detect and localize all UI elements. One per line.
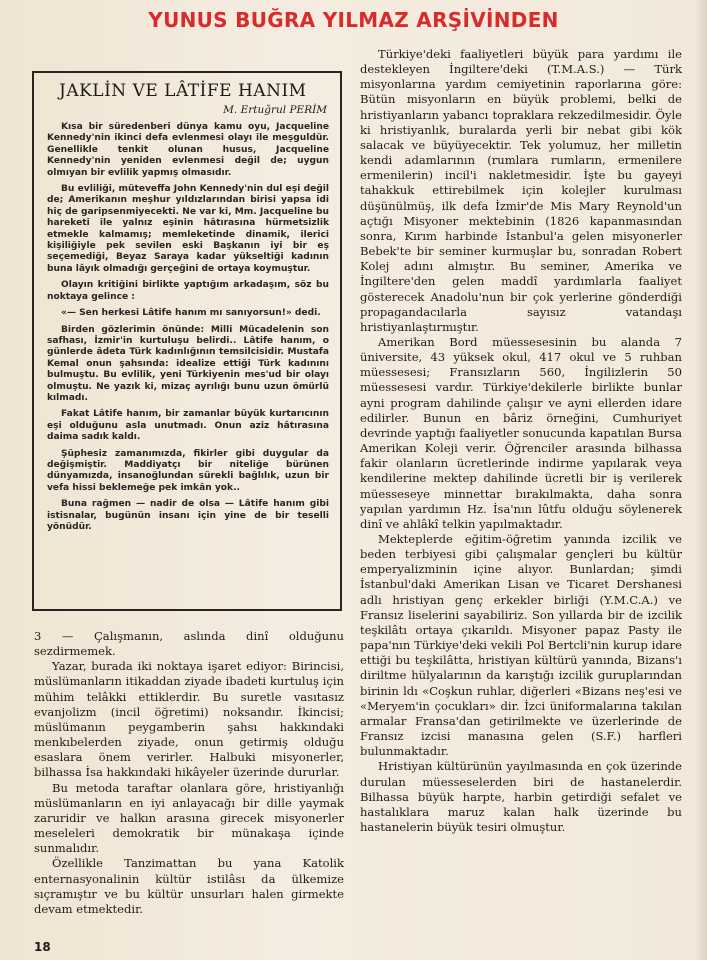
right-paragraph: Türkiye'deki faaliyetleri büyük para yardımı ile destekleyen İngiltere'deki (T.M.A.S.) — Türk misyonlarına yardım cemiyetinin raporlarına göre: Bütün misyonların en büyük problemi, belki de hristiyanların yabancı topraklara rekzedilmesidir. Öyle ki hristiyanlık, buralarda yerli bir nebat gibi kök salacak ve büyüyecektir. Tek yolumuz, her milletin kendi adamlarının (rumlara rumların, ermenilere ermenilerin) incil'i nakletmesidir. İşte bu gayeyi tahakkuk ettirebilmek için kolejler kurulması düşünülmüş, ilk defa İzmir'de Mis Mary Reynold'un açtığı Misyoner mektebinin (1826 kapanmasından sonra, Kırım harbinde İstanbul'a gelen misyonerler Bebek'te bir seminer kurmuşlar bu, sonradan Robert Kolej adını almıştır. Bu seminer, Amerika ve İngiltere'den gelen maddî yardımlarla faaliyet gösterecek Anadolu'nun bir çok yerlerine gönderdiği propagandacılarla sayısız vatandaşı hristiyanlaştırmıştır. bbox=[360, 47, 682, 334]
left-paragraph: Bu metoda taraftar olanlara göre, hristiyanlığı müslümanların en iyi anlayacağı bir dille yaymak zaruridir ve halkın arasına girecek misyonerler meseleleri demokratik bir münakaşa içinde sunmalıdır. bbox=[34, 780, 344, 856]
box-paragraph: Fakat Lâtife hanım, bir zamanlar büyük kurtarıcının eşi olduğunu asla unutmadı. Onun aziz hâtırasına daima sadık kaldı. bbox=[47, 409, 329, 443]
box-paragraph: Şüphesiz zamanımızda, fikirler gibi duygular da değişmiştir. Maddiyatçı bir niteliğe bürünen dünyamızda, insanoğlundan sürekli bağlılık, uzun bir vefa hissi beklemeğe pek imkân yok.. bbox=[47, 448, 329, 493]
page-number: 18 bbox=[34, 940, 51, 954]
box-paragraph: Buna rağmen — nadir de olsa — Lâtife hanım gibi istisnalar, bugünün insanı için yine de bir teselli yönüdür. bbox=[47, 499, 329, 532]
box-paragraph: Bu evliliği, müteveffa John Kennedy'nin dul eşi değil de; Amerikanın meşhur yıldızlarından birisi yapsa idi hiç de garipsenmiyecekti. Ne var ki, Mm. Jacqueline bu hareketi ile yalnız eşinin hâtırasına hürmetsizlik etmekle kalmamış; memleketinde dinamik, ilerici kişiliğiyle pek sevilen eski Başkanın iyi bir eş seçemediği, Beyaz Saraya kadar yükseltiği kadının buna lâyık olmadığı gerçeğini de ortaya koymuştur. bbox=[47, 184, 329, 274]
box-title: JAKLİN VE LÂTİFE HANIM bbox=[59, 81, 307, 101]
box-paragraph: Kısa bir süredenberi dünya kamu oyu, Jacqueline Kennedy'nin ikinci defa evlenmesi olayı ile meşguldür. Genellikle tenkit olunan husus, Jacqueline Kennedy'nin yeniden evlenmesi değil de; uygun olmıyan bir evlilik yapmış olmasıdır. bbox=[47, 122, 329, 178]
left-paragraph: 3 — Çalışmanın, aslında dinî olduğunu sezdirmemek. bbox=[34, 629, 344, 659]
left-column bbox=[34, 629, 344, 917]
right-paragraph: Mekteplerde eğitim-öğretim yanında izcilik ve beden terbiyesi gibi çalışmalar gençleri bu kültür emperyalizminin içine alıyor. Bunlardan; şimdi İstanbul'daki Amerikan Lisan ve Ticaret Dershanesi adlı hristiyan genç erkekler birliği (Y.M.C.A.) ve Fransız liselerini sayabiliriz. Son yıllarda bir de izcilik teşkilâtı ortaya çıkarıldı. Misyoner papaz Pasty ile papa'nın Türkiye'deki vekili Pol Bertcli'nin kurup idare ettiği bu teşkilâtta, hristiyan kültürü yanında, Bizans'ı diriltme hülyalarının da karıştığı izcilik guruplarından birinin ldı «Coşkun ruhlar, diğerleri «Bizans neş'esi ve «Meryem'in çocukları» dir. İzci üniformalarına takılan armalar Fransa'dan getirilmekte ve üzerlerinde de Fransız izcisi manasına gelen (S.F.) harfleri bulunmaktadır. bbox=[360, 532, 682, 759]
box-paragraph: «— Sen herkesi Lâtife hanım mı sanıyorsun!» dedi. bbox=[61, 308, 321, 319]
archive-watermark: YUNUS BUĞRA YILMAZ ARŞİVİNDEN bbox=[148, 8, 559, 32]
right-paragraph: Hristiyan kültürünün yayılmasında en çok üzerinde durulan müesseselerden biri de hastanelerdir. Bilhassa büyük harpte, harbin getirdiği sefalet ve hastalıklara maruz kalan halk üzerinde bu hastanelerin büyük tesiri olmuştur. bbox=[360, 759, 682, 834]
left-paragraph: Özellikle Tanzimattan bu yana Katolik enternasyonalinin kültür istilâsı da ülkemize sıçramıştır ve bu kültür unsurları halen girmekte devam etmektedir. bbox=[34, 856, 344, 916]
page-edge-shadow bbox=[695, 0, 707, 960]
box-paragraph: Olayın kritiğini birlikte yaptığım arkadaşım, söz bu noktaya gelince : bbox=[47, 280, 329, 302]
box-author: M. Ertuğrul PERİM bbox=[223, 104, 327, 116]
sidebar-box bbox=[32, 71, 342, 611]
right-column bbox=[360, 47, 682, 835]
left-paragraph: Yazar, burada iki noktaya işaret ediyor: Birincisi, müslümanların itikaddan ziyade ibadeti kurtuluş için mühim telâkki ettiklerdir. Bu suretle vasıtasız evanjolizm (incil öğretimi) noksandır. İkincisi; müslümanın peygamberin şahsı hakkındaki menkıbelerden ziyade, onun getirmiş olduğu esaslara önem verirler. Halbuki misyonerler, bilhassa İsa hakkındaki hikâyeler üzerinde dururlar. bbox=[34, 659, 344, 780]
right-paragraph: Amerikan Bord müessesesinin bu alanda 7 üniversite, 43 yüksek okul, 417 okul ve 5 ruhban müessesesi; Fransızların 560, İngilizlerin 50 müessesesi vardır. Türkiye'dekilerle birlikte bunlar ayni program dahilinde çalışır ve ayni ellerden idare edilirler. Bunun en bâriz örneğini, Cumhuriyet devrinde yaptığı faaliyetler sonucunda kapatılan Bursa Amerikan Koleji verir. Öğrenciler arasında bilhassa fakir olanların ücretlerinde indirme yapılarak veya kendilerine mektep dahilinde ücretli bir iş verilerek müesseseye minnettar bırakılmakta, daha sonra yapılan yardımın Hz. İsa'nın lûtfu olduğu söylenerek dinî ve ahlâkî telkin yapılmaktadır. bbox=[360, 334, 682, 531]
box-paragraph: Birden gözlerimin önünde: Milli Mücadelenin son safhası, İzmir'in kurtuluşu belirdi.. Lâtife hanım, o günlerde âdeta Türk kadınlığının temsilcisidir. Mustafa Kemal onun şahsında: idealize ettiği Türk kadınını bulmuştu. Bu evlilik, yeni Türkiyenin mes'ud bir olayı olmuştu. Ne yazık ki, mizaç ayrılığı bunu uzun ömürlü kılmadı. bbox=[47, 324, 329, 403]
